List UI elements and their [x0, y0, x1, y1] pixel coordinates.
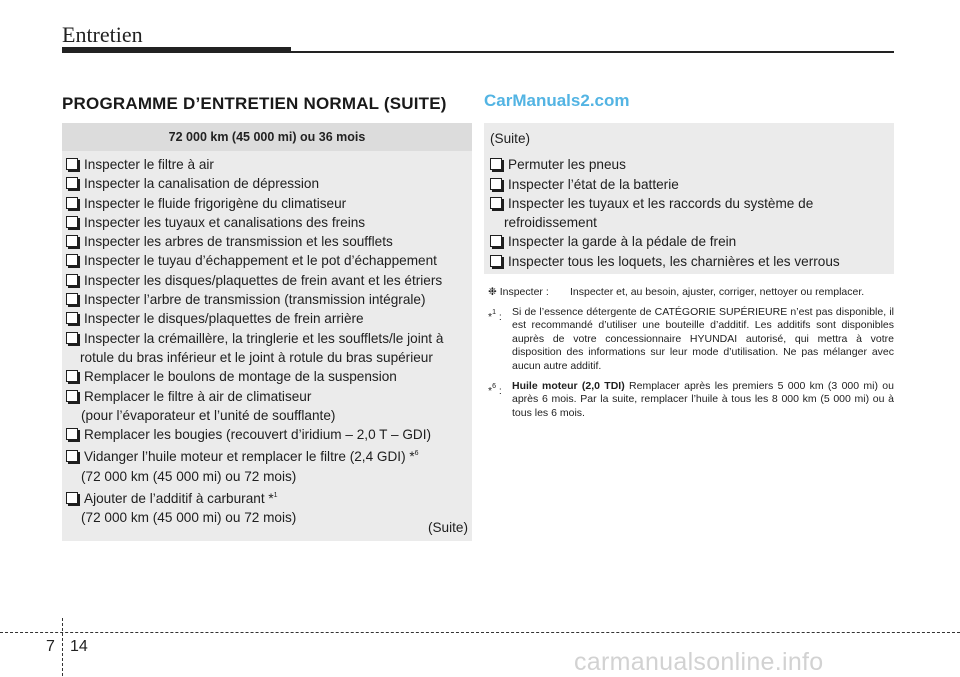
list-item-subtext: (pour l’évaporateur et l’unité de soufflante) [81, 407, 336, 423]
checkbox-icon [66, 332, 78, 344]
checkbox-icon [66, 254, 78, 266]
list-item: Inspecter le filtre à air [66, 155, 472, 174]
left-box-heading: 72 000 km (45 000 mi) ou 36 mois [62, 123, 472, 151]
checkbox-icon [66, 197, 78, 209]
footnote-ref: 6 [414, 450, 419, 458]
list-item: Inspecter les arbres de transmission et les soufflets [66, 232, 472, 251]
list-item: Inspecter le tuyau d’échappement et le pot d’échappement [66, 251, 472, 270]
checkbox-icon [490, 178, 502, 190]
watermark-top: CarManuals2.com [484, 91, 630, 110]
note-inspecter [488, 286, 894, 300]
checkbox-icon [66, 428, 78, 440]
checkbox-icon [66, 390, 78, 402]
note-text: Inspecter et, au besoin, ajuster, corriger, nettoyer ou remplacer. [570, 286, 865, 298]
checkbox-icon [490, 197, 502, 209]
page-number: 14 [70, 638, 88, 655]
list-item-continuation: rotule du bras inférieur et le joint à rotule du bras supérieur [80, 349, 433, 365]
checkbox-icon [490, 235, 502, 247]
checkbox-icon [66, 312, 78, 324]
note-footnote-6 [488, 380, 894, 421]
list-item: Inspecter le disques/plaquettes de frein arrière [66, 309, 472, 328]
checkbox-icon [490, 255, 502, 267]
right-checklist [484, 148, 894, 271]
checkbox-icon [66, 274, 78, 286]
checkbox-icon [66, 492, 78, 504]
note-key: ❉ Inspecter : [488, 286, 549, 298]
note-text: Huile moteur (2,0 TDI) Remplacer après les premiers 5 000 km (3 000 mi) ou après 6 mois. Par la suite, remplacer l’huile à tous les 8 000 km (5 000 mi) ou à tous les 6 mois. [512, 379, 894, 419]
note-text: Si de l’essence détergente de CATÉGORIE SUPÉRIEURE n’est pas disponible, il est recommandé d’utiliser une bouteille d’additif. Les additifs sont disponibles auprès de votre concessionnaire HYUNDAI autorisé, qui mettra à votre disposition des informations sur leur mode d’utilisation. Ne pas mélanger avec aucun autre additif. [512, 305, 894, 372]
note-key: *$^1$ : [488, 308, 502, 323]
footer-divider [62, 618, 63, 676]
watermark-bottom: carmanualsonline.info [574, 648, 824, 676]
list-item: Vidanger l’huile moteur et remplacer le filtre (2,4 GDI) *$^6$ [66, 444, 472, 466]
suite-label: (Suite) [427, 520, 468, 535]
list-item: Remplacer le boulons de montage de la suspension [66, 367, 472, 386]
left-maintenance-box [62, 123, 472, 541]
left-checklist [62, 151, 472, 528]
checkbox-icon [490, 158, 502, 170]
list-item: Inspecter l’arbre de transmission (transmission intégrale) [66, 290, 472, 309]
checkbox-icon [66, 293, 78, 305]
header-title: Entretien [62, 22, 143, 47]
list-item: Inspecter l’état de la batterie [490, 175, 894, 194]
list-item-continuation: refroidissement [504, 215, 597, 231]
footer-rule [0, 632, 960, 633]
list-item: Remplacer les bougies (recouvert d’iridium – 2,0 T – GDI) [66, 425, 472, 444]
list-item: Inspecter les tuyaux et canalisations des freins [66, 213, 472, 232]
list-item: Inspecter tous les loquets, les charnières et les verrous [490, 252, 894, 271]
header-rule [62, 51, 894, 53]
list-item: Inspecter le fluide frigorigène du climatiseur [66, 194, 472, 213]
section-title: PROGRAMME D’ENTRETIEN NORMAL (SUITE) [62, 94, 447, 113]
list-item: Remplacer le filtre à air de climatiseur [66, 387, 472, 406]
checkbox-icon [66, 235, 78, 247]
list-item-subtext: (72 000 km (45 000 mi) ou 72 mois) [81, 510, 297, 526]
list-item: Inspecter la crémaillère, la tringlerie et les soufflets/le joint à [66, 329, 472, 348]
note-key: *$^6$ : [488, 382, 502, 397]
chapter-number: 7 [46, 638, 55, 655]
list-item: Inspecter la canalisation de dépression [66, 174, 472, 193]
list-item: Inspecter la garde à la pédale de frein [490, 232, 894, 251]
footnote-ref: 1 [273, 492, 278, 500]
right-maintenance-box [484, 123, 894, 274]
list-item: Inspecter les tuyaux et les raccords du système de [490, 194, 894, 213]
checkbox-icon [66, 370, 78, 382]
list-item: Permuter les pneus [490, 155, 894, 174]
list-item: Ajouter de l’additif à carburant *$^1$ [66, 486, 472, 508]
note-footnote-1 [488, 306, 894, 374]
right-suite-label: (Suite) [490, 131, 531, 146]
list-item: Inspecter les disques/plaquettes de frein avant et les étriers [66, 271, 472, 290]
footnotes [488, 286, 894, 426]
checkbox-icon [66, 450, 78, 462]
checkbox-icon [66, 216, 78, 228]
list-item-subtext: (72 000 km (45 000 mi) ou 72 mois) [81, 468, 297, 484]
checkbox-icon [66, 177, 78, 189]
checkbox-icon [66, 158, 78, 170]
